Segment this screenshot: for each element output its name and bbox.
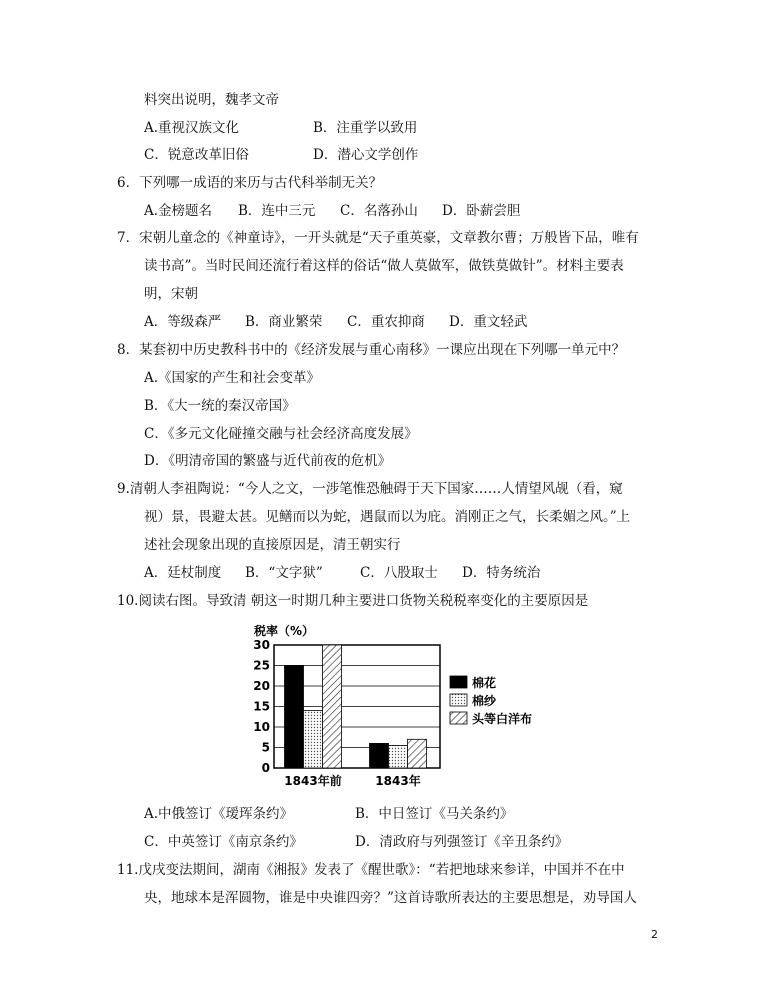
q8-option-d: D．《明清帝国的繁盛与近代前夜的危机》 xyxy=(144,453,392,469)
question-8-stem: 8．某套初中历史教科书中的《经济发展与重心南移》一课应出现在下列哪一单元中？ xyxy=(117,342,626,358)
chart-y-tick-label: 15 xyxy=(253,699,270,714)
chart-legend-label: 棉花 xyxy=(472,676,497,690)
q5-option-a: A.重视汉族文化 xyxy=(144,120,240,136)
question-11-line-2: 央，地球本是浑圆物，谁是中央谁四旁？”这首诗歌所表达的主要思想是，劝导国人 xyxy=(144,890,637,906)
q10-option-b: B．中日签订《马关条约》 xyxy=(355,806,514,822)
q5-option-d: D．潜心文学创作 xyxy=(313,147,419,163)
q5-option-b: B．注重学以致用 xyxy=(313,120,418,136)
question-9-line-1: 9.清朝人李祖陶说：“今人之文，一涉笔惟恐触碍于天下国家……人情望风觇（看，窥 xyxy=(117,481,623,497)
q10-option-d: D．清政府与列强签订《辛丑条约》 xyxy=(355,834,569,850)
chart-y-axis-label: 税率（%） xyxy=(254,624,315,638)
q8-option-b: B．《大一统的秦汉帝国》 xyxy=(144,398,296,414)
question-7-line-1: 7．宋朝儿童念的《神童诗》，一开头就是“天子重英豪，文章教尔曹；万般皆下品，唯有 xyxy=(117,230,639,246)
chart-bar xyxy=(285,666,304,769)
page-number: 2 xyxy=(651,928,658,941)
chart-bar xyxy=(389,745,408,768)
chart-y-tick-label: 0 xyxy=(261,761,270,775)
chart-bar xyxy=(304,711,323,768)
chart-legend-label: 头等白洋布 xyxy=(472,712,533,726)
q9-option-b: B．“文字狱” xyxy=(245,565,323,581)
chart-y-tick-label: 5 xyxy=(261,740,270,755)
chart-legend-label: 棉纱 xyxy=(472,694,497,708)
q10-option-a: A.中俄签订《瑷珲条约》 xyxy=(144,806,294,822)
question-7-line-3: 明，宋朝 xyxy=(144,286,198,302)
chart-bar xyxy=(323,645,342,768)
chart-legend-swatch xyxy=(450,712,467,724)
chart-y-tick-label: 30 xyxy=(253,638,270,652)
question-11-line-1: 11.戊戌变法期间，湖南《湘报》发表了《醒世歌》：“若把地球来参详，中国并不在中 xyxy=(117,862,625,878)
tariff-bar-chart xyxy=(250,618,570,798)
chart-bar xyxy=(370,743,389,768)
q7-option-a: A．等级森严 xyxy=(144,314,222,330)
q6-option-d: D．卧薪尝胆 xyxy=(442,203,521,219)
q5-option-c: C．锐意改革旧俗 xyxy=(144,147,249,163)
chart-legend-swatch xyxy=(450,676,467,688)
chart-legend-swatch xyxy=(450,694,467,706)
q7-option-c: C．重农抑商 xyxy=(347,314,425,330)
chart-bar xyxy=(408,739,427,768)
question-9-line-2: 视）景，畏避太甚。见鳝而以为蛇，遇鼠而以为庇。消刚正之气，长柔媚之风。”上 xyxy=(144,509,631,525)
q6-option-a: A.金榜题名 xyxy=(144,203,213,219)
q7-option-d: D．重文轻武 xyxy=(449,314,528,330)
q9-option-d: D．特务统治 xyxy=(462,565,541,581)
q8-option-a: A.《国家的产生和社会变革》 xyxy=(144,370,321,386)
question-9-line-3: 述社会现象出现的直接原因是，清王朝实行 xyxy=(144,537,401,553)
chart-y-tick-label: 20 xyxy=(253,679,270,693)
question-6-stem: 6．下列哪一成语的来历与古代科举制无关？ xyxy=(117,175,383,191)
chart-x-tick-label: 1843年前 xyxy=(284,774,342,788)
q8-option-c: C．《多元文化碰撞交融与社会经济高度发展》 xyxy=(144,426,418,442)
q9-option-a: A．廷杖制度 xyxy=(144,565,222,581)
chart-y-tick-label: 25 xyxy=(253,658,270,673)
question-5-tail: 料突出说明，魏孝文帝 xyxy=(144,92,279,108)
chart-y-tick-label: 10 xyxy=(253,720,270,734)
q6-option-b: B．连中三元 xyxy=(238,203,316,219)
question-10-stem: 10.阅读右图。导致清 朝这一时期几种主要进口货物关税税率变化的主要原因是 xyxy=(117,593,589,609)
q7-option-b: B．商业繁荣 xyxy=(245,314,323,330)
q10-option-c: C．中英签订《南京条约》 xyxy=(144,834,303,850)
chart-x-tick-label: 1843年 xyxy=(375,774,421,788)
question-7-line-2: 读书高”。当时民间还流行着这样的俗话“做人莫做军，做铁莫做针”。材料主要表 xyxy=(144,258,624,274)
q9-option-c: C．八股取士 xyxy=(360,565,438,581)
q6-option-c: C．名落孙山 xyxy=(340,203,418,219)
